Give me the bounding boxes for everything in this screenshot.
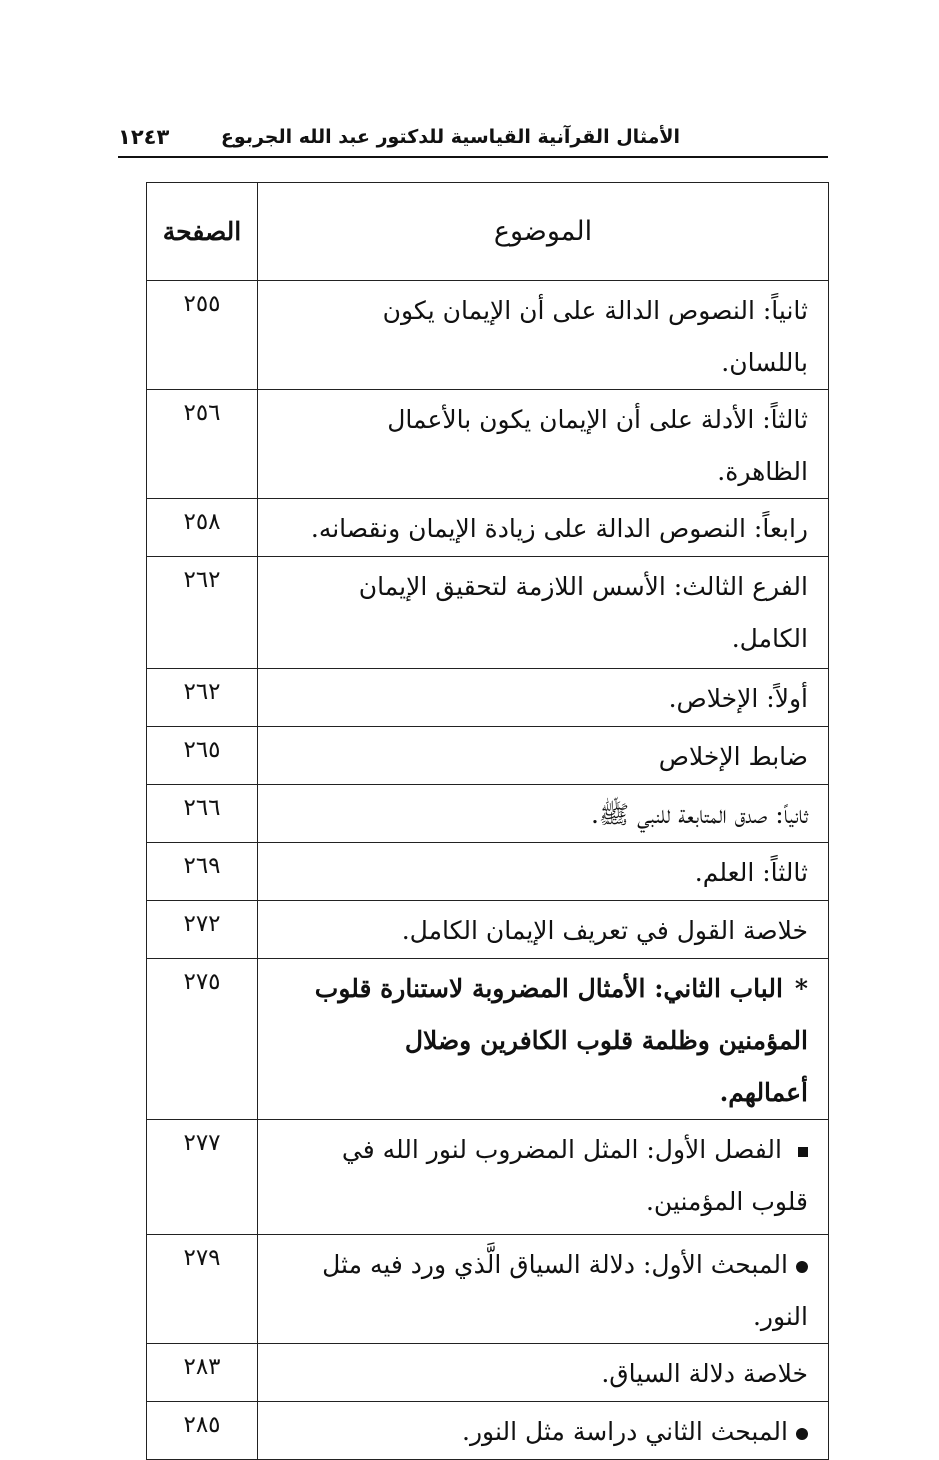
table-row: [147, 1235, 829, 1344]
contents-table: [146, 182, 829, 1460]
row-topic: خلاصة القول في تعريف الإيمان الكامل.: [258, 901, 829, 959]
row-page: ٢٧٧: [147, 1120, 258, 1235]
row-topic-text: الفصل الأول: المثل المضروب لنور الله في قلوب المؤمنين.: [341, 1135, 808, 1216]
row-topic-text: المبحث الأول: دلالة السياق الَّذي ورد فيه مثل النور.: [322, 1250, 808, 1331]
topic-column-header: الموضوع: [258, 183, 829, 281]
table-row: [147, 1344, 829, 1402]
page-number: ١٢٤٣: [118, 125, 170, 149]
row-page: ٢٧٢: [147, 901, 258, 959]
row-topic: رابعاً: النصوص الدالة على زيادة الإيمان ونقصانه.: [258, 499, 829, 557]
table-row: [147, 785, 829, 843]
table-row: [147, 557, 829, 669]
row-page: ٢٦٦: [147, 785, 258, 843]
table-row: [147, 499, 829, 557]
row-page: ٢٥٨: [147, 499, 258, 557]
row-topic: الفرع الثالث: الأسس اللازمة لتحقيق الإيمان الكامل.: [258, 557, 829, 669]
row-topic: خلاصة دلالة السياق.: [258, 1344, 829, 1402]
row-topic-text: المبحث الثاني دراسة مثل النور.: [462, 1417, 788, 1446]
row-topic: ضابط الإخلاص: [258, 727, 829, 785]
row-page: ٢٧٩: [147, 1235, 258, 1344]
row-topic: ثانياً: النصوص الدالة على أن الإيمان يكون باللسان.: [258, 281, 829, 390]
row-topic: [258, 1402, 829, 1460]
row-page: ٢٨٥: [147, 1402, 258, 1460]
table-row: [147, 669, 829, 727]
table-row: [147, 901, 829, 959]
page-header: [118, 118, 828, 158]
table-row: [147, 281, 829, 390]
row-page: ٢٧٥: [147, 959, 258, 1120]
table-row: [147, 390, 829, 499]
row-topic: ثالثاً: العلم.: [258, 843, 829, 901]
row-topic: ثالثاً: الأدلة على أن الإيمان يكون بالأعمال الظاهرة.: [258, 390, 829, 499]
table-header-row: [147, 183, 829, 281]
row-topic: [258, 1235, 829, 1344]
row-page: ٢٦٥: [147, 727, 258, 785]
row-page: ٢٦٢: [147, 669, 258, 727]
row-topic-text: الباب الثاني: الأمثال المضروبة لاستنارة قلوب المؤمنين وظلمة قلوب الكافرين وضلال أعمالهم.: [314, 974, 808, 1107]
table-row: [147, 727, 829, 785]
row-page: ٢٦٩: [147, 843, 258, 901]
row-page: ٢٥٦: [147, 390, 258, 499]
row-page: ٢٨٣: [147, 1344, 258, 1402]
square-bullet-icon: [798, 1147, 808, 1157]
table-row: [147, 959, 829, 1120]
book-title: الأمثال القرآنية القياسية للدكتور عبد الله الجربوع: [220, 126, 680, 148]
row-page: ٢٦٢: [147, 557, 258, 669]
table-row: [147, 843, 829, 901]
page-column-header: الصفحة: [147, 183, 258, 281]
row-topic: أولاً: الإخلاص.: [258, 669, 829, 727]
dot-bullet-icon: [796, 1428, 808, 1440]
row-topic: ثانياً: صدق المتابعة للنبي ﷺ.: [258, 785, 829, 843]
asterisk-marker: *: [794, 974, 808, 1003]
table-row: [147, 1120, 829, 1235]
table-row: [147, 1402, 829, 1460]
row-page: ٢٥٥: [147, 281, 258, 390]
row-topic: [258, 1120, 829, 1235]
row-topic: [258, 959, 829, 1120]
dot-bullet-icon: [796, 1261, 808, 1273]
